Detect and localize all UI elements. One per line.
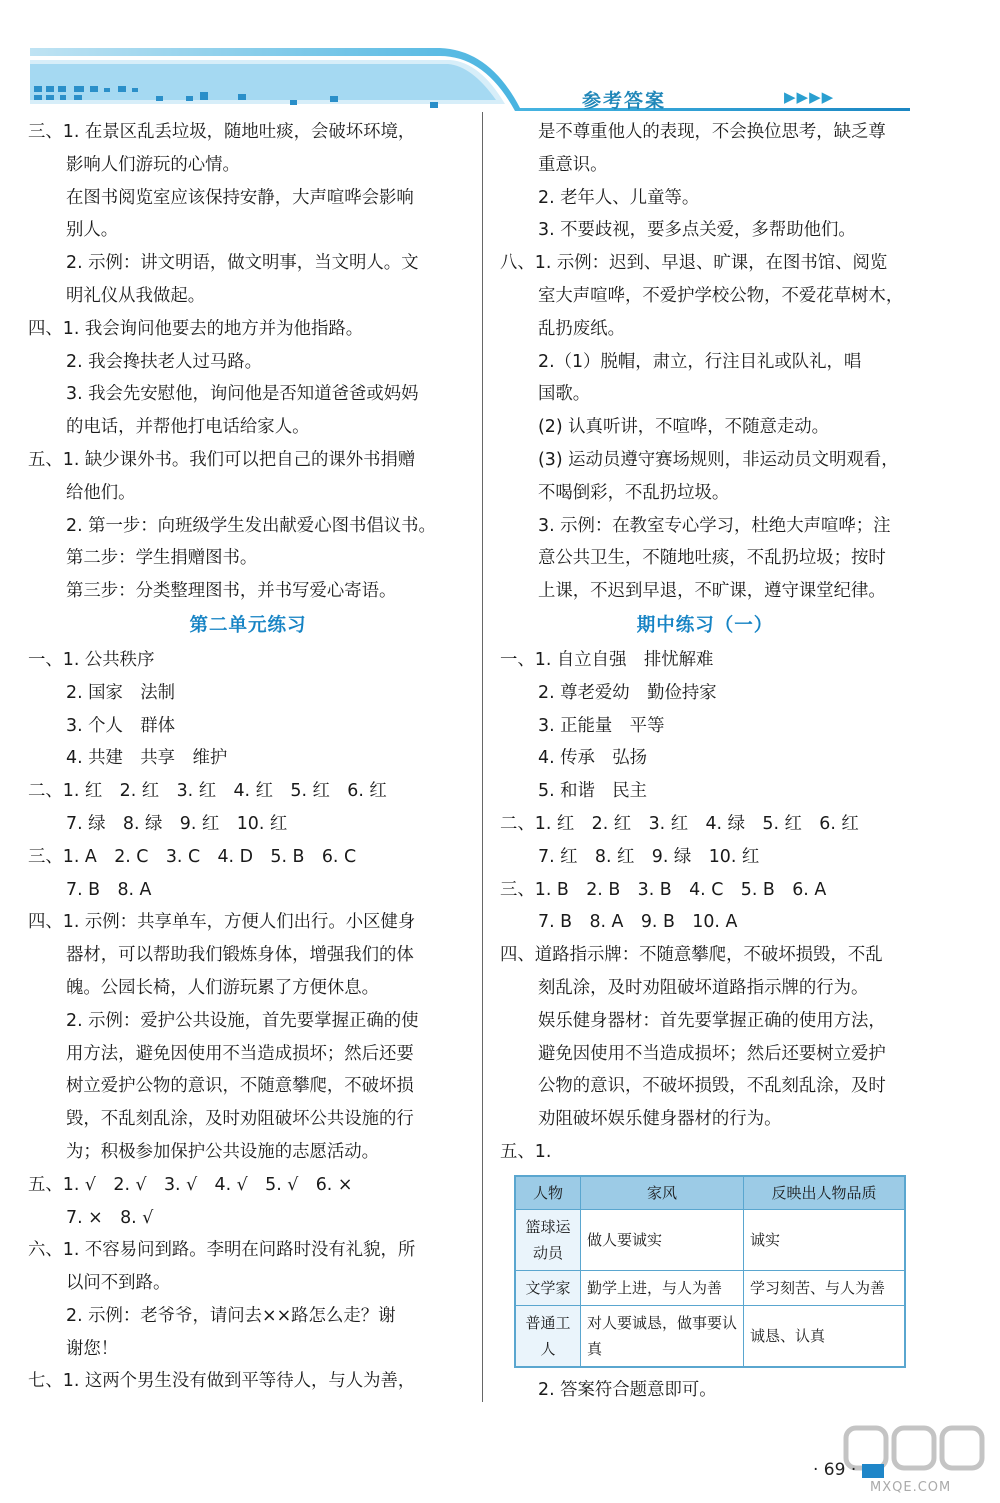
answer-line: 五、1. √ 2. √ 3. √ 4. √ 5. √ 6. × bbox=[28, 1174, 353, 1195]
answer-line: 二、1. 红 2. 红 3. 红 4. 绿 5. 红 6. 红 bbox=[500, 813, 859, 834]
answer-line: 3. 不要歧视，要多点关爱，多帮助他们。 bbox=[538, 220, 856, 241]
answer-line: 四、1. 示例：共享单车，方便人们出行。小区健身 bbox=[28, 912, 416, 933]
answer-line: 明礼仪从我做起。 bbox=[66, 285, 206, 306]
answer-line: 影响人们游玩的心情。 bbox=[66, 154, 240, 175]
header-banner-graphic bbox=[0, 0, 1000, 125]
answer-line: 五、1. 缺少课外书。我们可以把自己的课外书捐赠 bbox=[28, 449, 416, 470]
answer-line: 魄。公园长椅，人们游玩累了方便休息。 bbox=[66, 977, 380, 998]
table-header-motto: 家风 bbox=[581, 1176, 744, 1210]
table-cell-motto: 做人要诚实 bbox=[581, 1209, 744, 1270]
answer-line: 7. B 8. A 9. B 10. A bbox=[538, 912, 738, 933]
answer-line: 六、1. 不容易问到路。李明在问路时没有礼貌，所 bbox=[28, 1240, 416, 1261]
answer-line: 谢您！ bbox=[66, 1338, 119, 1359]
answer-line: 给他们。 bbox=[66, 482, 136, 503]
answer-line: 2. 示例：讲文明语，做文明事，当文明人。文 bbox=[66, 253, 419, 274]
table-header-person: 人物 bbox=[515, 1176, 581, 1210]
answer-line: 刻乱涂，及时劝阻破坏道路指示牌的行为。 bbox=[538, 977, 869, 998]
answer-line: 三、1. 在景区乱丢垃圾，随地吐痰，会破坏环境， bbox=[28, 122, 416, 142]
answer-line: 2. 国家 法制 bbox=[66, 682, 176, 703]
answer-line: 七、1. 这两个男生没有做到平等待人，与人为善， bbox=[28, 1371, 416, 1392]
answer-line: (2) 认真听讲，不喧哗，不随意走动。 bbox=[538, 417, 830, 438]
answer-line: 二、1. 红 2. 红 3. 红 4. 红 5. 红 6. 红 bbox=[28, 781, 387, 802]
answer-line: 第三步：分类整理图书，并书写爱心寄语。 bbox=[66, 581, 397, 602]
answer-line: 2. 答案符合题意即可。 bbox=[538, 1379, 717, 1400]
answer-line: 2. 示例：老爷爷，请问去××路怎么走？谢 bbox=[66, 1305, 396, 1326]
answer-line: 在图书阅览室应该保持安静，大声喧哗会影响 bbox=[66, 187, 414, 208]
table-cell-quality: 诚恳、认真 bbox=[744, 1305, 906, 1367]
answer-line: 劝阻破坏娱乐健身器材的行为。 bbox=[538, 1109, 782, 1130]
header-title: 参考答案 bbox=[582, 90, 667, 112]
answer-line: 国歌。 bbox=[538, 384, 591, 405]
table-cell-person: 文学家 bbox=[515, 1270, 581, 1305]
answer-line: 三、1. A 2. C 3. C 4. D 5. B 6. C bbox=[28, 846, 357, 867]
page-number: · 69 · bbox=[813, 1460, 857, 1480]
section-heading-midterm-one: 期中练习（一） bbox=[636, 614, 774, 636]
answer-line: 五、1. bbox=[500, 1141, 552, 1162]
answer-line: 四、道路指示牌：不随意攀爬，不破坏损毁，不乱 bbox=[500, 945, 883, 966]
table-row bbox=[515, 1305, 905, 1367]
right-column bbox=[500, 116, 910, 1407]
table-row bbox=[515, 1209, 905, 1270]
answer-line: 四、1. 我会询问他要去的地方并为他指路。 bbox=[28, 318, 364, 339]
answer-line: 上课，不迟到早退，不旷课，遵守课堂纪律。 bbox=[538, 581, 886, 602]
answer-line: 2. 尊老爱幼 勤俭持家 bbox=[538, 682, 717, 703]
answer-line: 的电话，并帮他打电话给家人。 bbox=[66, 417, 310, 438]
answer-line: 重意识。 bbox=[538, 154, 608, 175]
answer-line: 第二步：学生捐赠图书。 bbox=[66, 548, 258, 569]
family-values-table-wrapper bbox=[514, 1175, 910, 1368]
answer-line: 2.（1）脱帽，肃立，行注目礼或队礼，唱 bbox=[538, 351, 862, 372]
page-header bbox=[0, 0, 1000, 125]
answer-line: 7. × 8. √ bbox=[66, 1207, 154, 1228]
table-cell-quality: 学习刻苦、与人为善 bbox=[744, 1270, 906, 1305]
answer-line: 4. 传承 弘扬 bbox=[538, 748, 648, 769]
answer-line: 3. 正能量 平等 bbox=[538, 715, 665, 736]
answer-line: 室大声喧哗，不爱护学校公物，不爱花草树木， bbox=[538, 285, 904, 306]
answer-line: 2. 我会搀扶老人过马路。 bbox=[66, 351, 263, 372]
family-values-table bbox=[514, 1175, 906, 1368]
header-arrow-icons: ▶▶▶▶ bbox=[784, 88, 835, 106]
answer-line: 三、1. B 2. B 3. B 4. C 5. B 6. A bbox=[500, 879, 827, 900]
page-number-marker bbox=[862, 1464, 884, 1478]
answer-line: 别人。 bbox=[66, 220, 119, 241]
answer-line: 7. 绿 8. 绿 9. 红 10. 红 bbox=[66, 813, 288, 834]
table-header-row bbox=[515, 1176, 905, 1210]
answer-line: 2. 第一步：向班级学生发出献爱心图书倡议书。 bbox=[66, 515, 436, 536]
table-row bbox=[515, 1270, 905, 1305]
table-header-quality: 反映出人物品质 bbox=[744, 1176, 906, 1210]
answer-line: 7. B 8. A bbox=[66, 879, 152, 900]
answer-line: 娱乐健身器材：首先要掌握正确的使用方法， bbox=[538, 1010, 886, 1031]
answer-line: 不喝倒彩，不乱扔垃圾。 bbox=[538, 482, 730, 503]
table-cell-quality: 诚实 bbox=[744, 1209, 906, 1270]
answer-line: 器材，可以帮助我们锻炼身体，增强我们的体 bbox=[66, 945, 414, 966]
table-cell-person: 普通工人 bbox=[515, 1305, 581, 1367]
answer-line: 3. 个人 群体 bbox=[66, 715, 176, 736]
answer-line: 一、1. 自立自强 排忧解难 bbox=[500, 649, 714, 670]
answer-line: 是不尊重他人的表现，不会换位思考，缺乏尊 bbox=[538, 122, 886, 142]
answer-line: 4. 共建 共享 维护 bbox=[66, 748, 228, 769]
answer-line: 一、1. 公共秩序 bbox=[28, 649, 155, 670]
answer-line: 2. 示例：爱护公共设施，首先要掌握正确的使 bbox=[66, 1010, 419, 1031]
answer-line: 以问不到路。 bbox=[66, 1273, 171, 1294]
answer-line: 乱扔废纸。 bbox=[538, 318, 625, 339]
answer-line: 7. 红 8. 红 9. 绿 10. 红 bbox=[538, 846, 760, 867]
answer-line: 2. 老年人、儿童等。 bbox=[538, 187, 700, 208]
answer-line: 树立爱护公物的意识，不随意攀爬，不破坏损 bbox=[66, 1076, 414, 1097]
table-cell-motto: 勤学上进，与人为善 bbox=[581, 1270, 744, 1305]
answer-line: 为；积极参加保护公共设施的志愿活动。 bbox=[66, 1141, 380, 1162]
answer-line: 5. 和谐 民主 bbox=[538, 781, 648, 802]
watermark-text: MXQE.COM bbox=[870, 1480, 952, 1495]
answer-line: 毁，不乱刻乱涂，及时劝阻破坏公共设施的行 bbox=[66, 1109, 414, 1130]
table-cell-person: 篮球运动员 bbox=[515, 1209, 581, 1270]
watermark bbox=[840, 1418, 990, 1498]
answer-line: 公物的意识，不破坏损毁，不乱刻乱涂，及时 bbox=[538, 1076, 886, 1097]
answer-line: 3. 我会先安慰他，询问他是否知道爸爸或妈妈 bbox=[66, 384, 419, 405]
answer-line: 用方法，避免因使用不当造成损坏；然后还要 bbox=[66, 1043, 414, 1064]
left-column bbox=[28, 116, 468, 1398]
answer-line: 意公共卫生，不随地吐痰，不乱扔垃圾；按时 bbox=[538, 548, 886, 569]
answer-line: 八、1. 示例：迟到、早退、旷课，在图书馆、阅览 bbox=[500, 253, 888, 274]
answer-line: (3) 运动员遵守赛场规则，非运动员文明观看， bbox=[538, 449, 899, 470]
column-divider bbox=[482, 112, 483, 1402]
answer-line: 避免因使用不当造成损坏；然后还要树立爱护 bbox=[538, 1043, 886, 1064]
table-cell-motto: 对人要诚恳，做事要认真 bbox=[581, 1305, 744, 1367]
answer-line: 3. 示例：在教室专心学习，杜绝大声喧哗；注 bbox=[538, 515, 891, 536]
section-heading-unit-two: 第二单元练习 bbox=[189, 614, 307, 636]
